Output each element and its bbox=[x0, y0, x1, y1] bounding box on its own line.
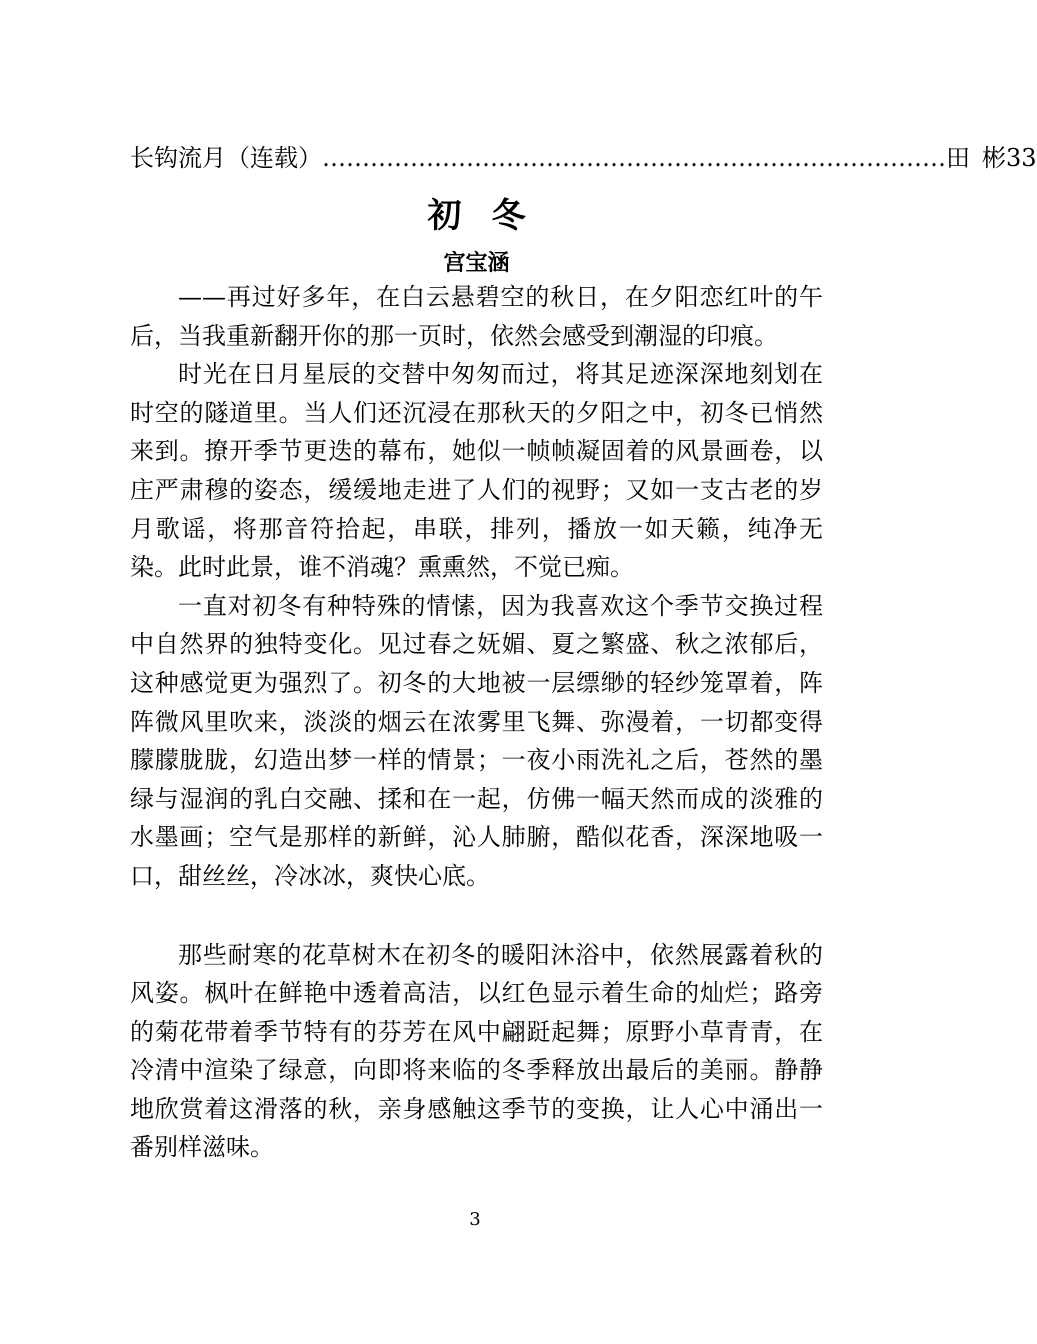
paragraph-4: 那些耐寒的花草树木在初冬的暖阳沐浴中，依然展露着秋的风姿。枫叶在鲜艳中透着高洁，以红色显示着生命的灿烂；路旁的菊花带着季节特有的芬芳在风中翩跹起舞；原野小草青青，在冷清中渲染了绿意，向即将来临的冬季释放出最后的美丽。静静地欣赏着这滑落的秋，亲身感触这季节的变换，让人心中涌出一番别样滋味。 bbox=[130, 940, 823, 1162]
paragraph-2: 时光在日月星辰的交替中匆匆而过，将其足迹深深地刻划在时空的隧道里。当人们还沉浸在那秋天的夕阳之中，初冬已悄然来到。撩开季节更迭的幕布，她似一帧帧凝固着的风景画卷，以庄严肃穆的姿态，缓缓地走进了人们的视野；又如一支古老的岁月歌谣，将那音符拾起，串联，排列，播放一如天籁，纯净无染。此时此景，谁不消魂？熏熏然，不觉已痴。 bbox=[130, 360, 823, 582]
toc-page-number: 33 bbox=[1006, 144, 1037, 172]
toc-entry bbox=[130, 138, 1037, 178]
toc-author-surname: 田 bbox=[946, 144, 970, 172]
toc-author-given: 彬 bbox=[982, 144, 1006, 172]
article-author: 宫宝涵 bbox=[443, 250, 510, 276]
toc-author bbox=[946, 138, 1006, 178]
page-number: 3 bbox=[469, 1209, 481, 1230]
paragraph-3: 一直对初冬有种特殊的情愫，因为我喜欢这个季节交换过程中自然界的独特变化。见过春之妩媚、夏之繁盛、秋之浓郁后，这种感觉更为强烈了。初冬的大地被一层缥缈的轻纱笼罩着，阵阵微风里吹来，淡淡的烟云在浓雾里飞舞、弥漫着，一切都变得朦朦胧胧，幻造出梦一样的情景；一夜小雨洗礼之后，苍然的墨绿与湿润的乳白交融、揉和在一起，仿佛一幅天然而成的淡雅的水墨画；空气是那样的新鲜，沁人肺腑，酷似花香，深深地吸一口，甜丝丝，冷冰冰，爽快心底。 bbox=[130, 591, 823, 890]
paragraph-gap bbox=[130, 896, 823, 936]
toc-leader-dots: …………………………………………………………………… bbox=[322, 144, 946, 172]
page-content bbox=[130, 138, 1037, 1167]
article-title: 初冬 bbox=[427, 196, 556, 236]
paragraph-1: ——再过好多年，在白云悬碧空的秋日，在夕阳恋红叶的午后，当我重新翻开你的那一页时，依然会感受到潮湿的印痕。 bbox=[130, 283, 823, 350]
toc-title: 长钩流月（连载） bbox=[130, 144, 322, 172]
